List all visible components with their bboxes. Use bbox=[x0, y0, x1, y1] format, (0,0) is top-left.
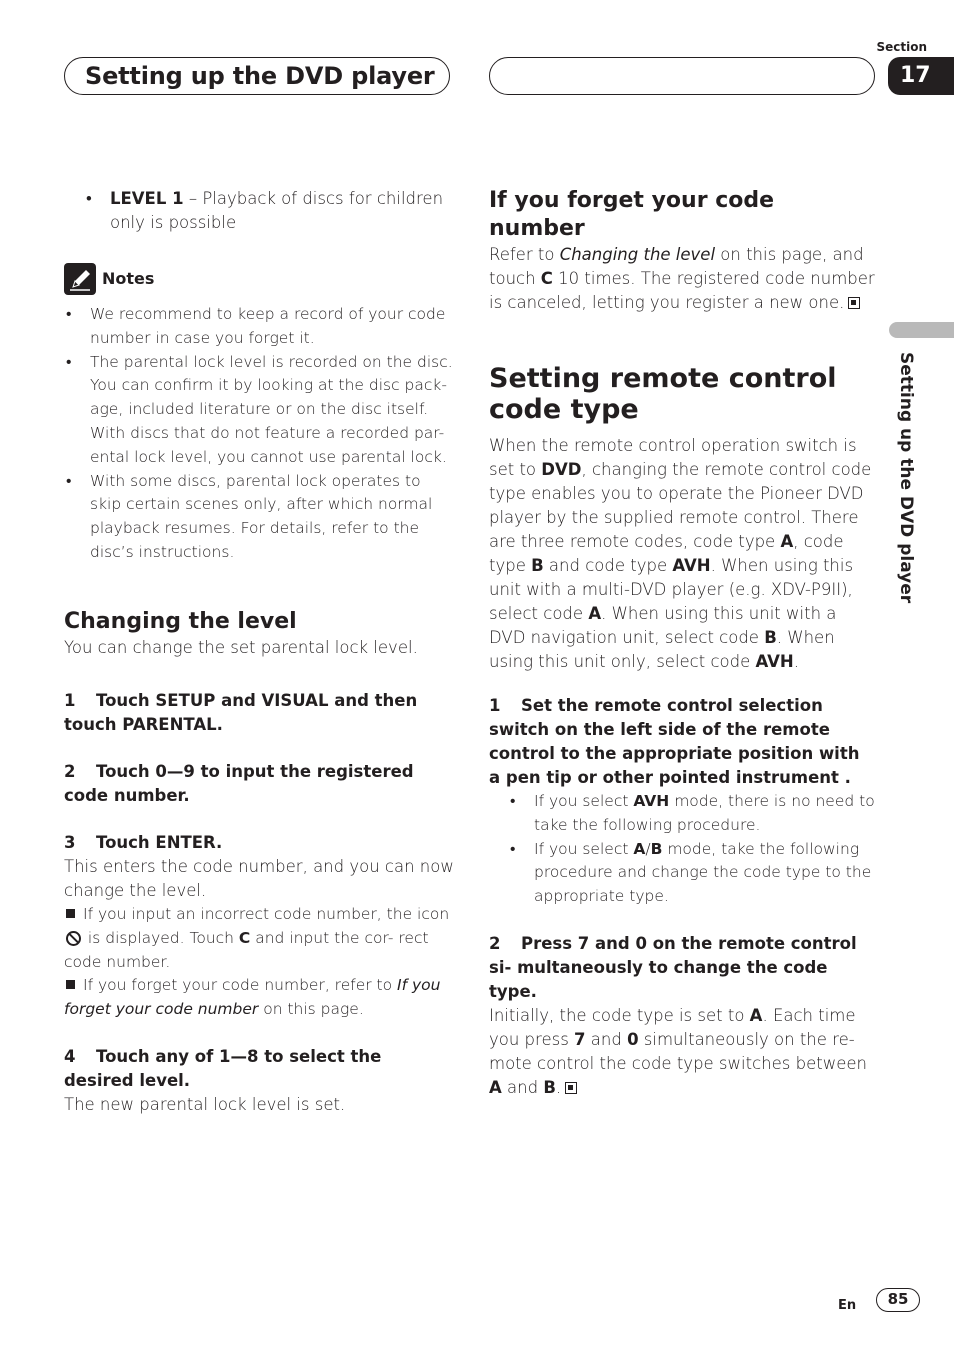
remote-code-section bbox=[489, 363, 875, 674]
list-item: • The parental lock level is recorded on the disc. You can confirm it by looking at the disc pack- age, included literature or on the disc itself. With discs that do not feature a recorded par- ental lock level, you cannot use parental lock. bbox=[64, 351, 454, 470]
step-text: Touch ENTER. bbox=[96, 833, 223, 852]
prohibited-icon bbox=[66, 931, 81, 946]
side-tab-label: Setting up the DVD player bbox=[896, 352, 916, 604]
header-title-pill bbox=[64, 57, 450, 95]
remote-step-1 bbox=[489, 694, 875, 909]
end-mark-icon bbox=[848, 297, 860, 309]
notes-title: Notes bbox=[102, 269, 155, 288]
remote-step-2 bbox=[489, 932, 875, 1100]
step-number: 4 bbox=[64, 1047, 76, 1066]
section-heading: Setting remote control code type bbox=[489, 363, 837, 425]
step-1 bbox=[64, 689, 454, 737]
list-item: • If you select A/B mode, take the following procedure and change the code type to the appropriate type. bbox=[508, 838, 875, 909]
notes-header bbox=[64, 263, 454, 295]
end-mark-icon bbox=[565, 1082, 577, 1094]
step-4 bbox=[64, 1045, 454, 1117]
step-number: 2 bbox=[64, 762, 76, 781]
step-text: Press 7 and 0 on the remote control si- multaneously to change the code type. bbox=[489, 934, 857, 1001]
step-text: Touch any of 1—8 to select the desired level. bbox=[64, 1047, 382, 1090]
step-description: The new parental lock level is set. bbox=[64, 1095, 346, 1114]
cross-reference: If you forget your code number bbox=[64, 976, 441, 1019]
intro-text: You can change the set parental lock level. bbox=[64, 638, 418, 657]
step-note-2: If you forget your code number, refer to If you forget your code number on this page. bbox=[64, 976, 441, 1019]
step-text: Touch 0—9 to input the registered code number. bbox=[64, 762, 414, 805]
remote-intro: When the remote control operation switch is set to DVD, changing the remote control code type enables you to operate the Pioneer DVD player by the supplied remote control. There are three remote codes, code type A, code type B and code type AVH. When using this unit with a multi-DVD player (e.g. XDV-P9II), select code A. When using this unit with a DVD navigation unit, select code B. When using this unit only, select code AVH. bbox=[489, 436, 872, 671]
list-item: • We recommend to keep a record of your code number in case you forget it. bbox=[64, 303, 454, 351]
step-description: This enters the code number, and you can now change the level. bbox=[64, 857, 454, 900]
pencil-note-icon bbox=[64, 263, 96, 295]
section-label: Section bbox=[876, 40, 927, 54]
list-item: • If you select AVH mode, there is no need to take the following procedure. bbox=[508, 790, 875, 838]
step-description: Initially, the code type is set to A. Each time you press 7 and 0 simultaneously on the re- mote control the code type switches between A and B. bbox=[489, 1006, 867, 1097]
step-text: Touch SETUP and VISUAL and then touch PARENTAL. bbox=[64, 691, 418, 734]
step-number: 3 bbox=[64, 833, 76, 852]
step-note-1: If you input an incorrect code number, the icon is displayed. Touch C and input the cor- rect code number. bbox=[64, 905, 450, 971]
step-2 bbox=[64, 760, 454, 808]
side-tab-marker bbox=[889, 322, 954, 338]
forget-code-section bbox=[489, 187, 875, 315]
step-number: 1 bbox=[489, 696, 501, 715]
section-number: 17 bbox=[888, 57, 954, 95]
level-label: LEVEL 1 bbox=[110, 189, 184, 208]
forget-text: Refer to Changing the level on this page, and touch C 10 times. The registered code number is canceled, letting you register a new one. bbox=[489, 245, 875, 312]
level-text: – Playback of discs for children only is possible bbox=[110, 189, 444, 232]
step-number: 2 bbox=[489, 934, 501, 953]
step-3 bbox=[64, 831, 454, 1022]
square-bullet-icon bbox=[66, 980, 75, 989]
notes-block bbox=[64, 263, 454, 565]
page-title: Setting up the DVD player bbox=[85, 62, 435, 90]
square-bullet-icon bbox=[66, 909, 75, 918]
step-number: 1 bbox=[64, 691, 76, 710]
notes-list bbox=[64, 303, 454, 565]
page-number: 85 bbox=[876, 1288, 920, 1312]
section-heading: If you forget your code number bbox=[489, 188, 775, 241]
step-text: Set the remote control selection switch on the left side of the remote control to the appropriate position with a pen tip or other pointed instrument . bbox=[489, 696, 860, 787]
step-bullets bbox=[508, 790, 875, 909]
level1-item bbox=[64, 187, 454, 235]
language-code: En bbox=[838, 1298, 857, 1313]
section-heading: Changing the level bbox=[64, 609, 297, 634]
list-item bbox=[84, 187, 454, 235]
header-empty-pill bbox=[489, 57, 875, 95]
cross-reference: Changing the level bbox=[559, 245, 716, 264]
list-item: • With some discs, parental lock operates to skip certain scenes only, after which normal playback resumes. For details, refer to the disc’s instructions. bbox=[64, 470, 454, 565]
changing-level-section bbox=[64, 608, 454, 660]
